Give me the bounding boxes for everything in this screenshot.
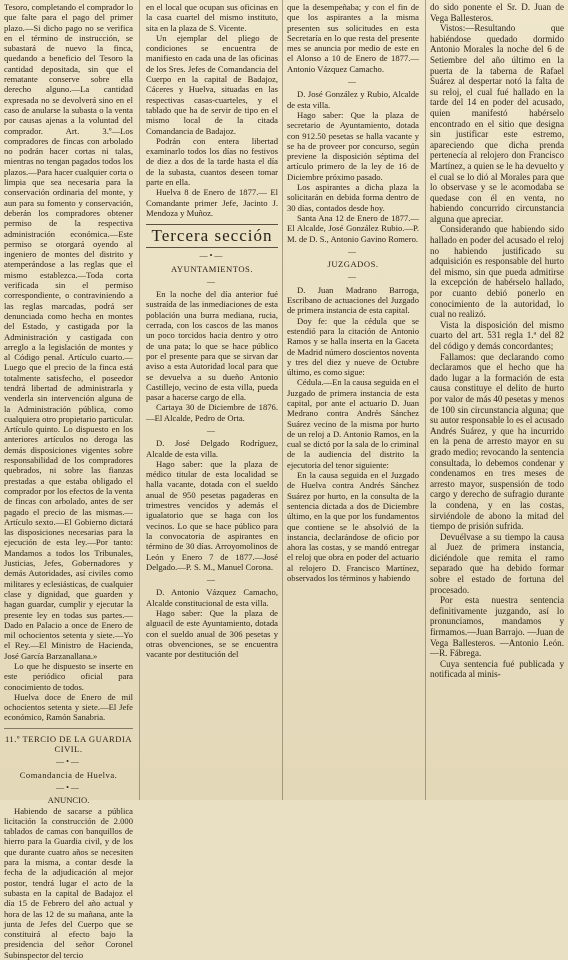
notice-heading: D. José Delgado Rodríguez, Alcalde de esta villa. [146,438,278,459]
paragraph: que la desempeñaba; y con el fin de que los aspirantes a la misma presenten sus solicitudes en esta Secretaría en lo que resta del presente mes se anuncia por medio de este en el Alonso a 10 de Enero de 1877.—Antonio Vázquez Camacho. [287,2,419,74]
column-3 [287,2,419,800]
signature: Santa Ana 12 de Enero de 1877.—El Alcalde, José González Rubio.—P. M. de D. S., Antonio Gavino Romero. [287,212,419,244]
paragraph: do sido ponente el Sr. D. Juan de Vega Ballesteros. [430,2,564,23]
notice-heading: D. José González y Rubio, Alcalde de esta villa. [287,89,419,110]
column-rule [282,0,283,800]
paragraph: Un ejemplar del pliego de condiciones se encuentra de manifiesto en cada una de las oficinas de los Sres. Jefes de Comandancia del Cuerpo en la capital de Badajoz, Cáceres y Huelva, situadas en las respectivas casas-cuarteles, y el tablado que ha de servir de tipo en el mismo local de la citada Comandancia de Badajoz. [146,32,278,136]
column-4 [430,2,564,800]
paragraph: Vista la disposición del mismo cuarto del art. 531 regla 1.ª del 82 del código y demás concordantes; [430,319,564,351]
paragraph: Hago saber: Que la plaza de alguacil de este Ayuntamiento, dotada con el sueldo anual de 306 pesetas y otras obvenciones, se se encuentra vacante por destitución del [146,608,278,660]
ornament-divider: — [207,425,217,435]
signature: Huelva 8 de Enero de 1877.— El Comandante primer Jefe, Jacinto J. Mendoza y Muñoz. [146,187,278,218]
section-heading: JUZGADOS. [327,259,379,270]
paragraph: Lo que he dispuesto se inserte en este periódico oficial para conocimiento de todos. [4,661,133,692]
ornament-divider: — [348,246,358,256]
paragraph: Doy fe: que la cédula que se estendió para la citación de Antonio Ramos y se halla inserta en la Gaceta de Madrid número doscientos noventa y tres del diez y nueve de Octubre último, es como sigue: [287,315,419,378]
ornament-divider: — [348,77,358,87]
column-2 [146,2,278,800]
divider [4,728,133,729]
paragraph: Devuélvase a su tiempo la causa al Juez de primera instancia, diciéndole que remita el ramo separado que ha debido formar sobre el estado de fortuna del procesado. [430,531,564,595]
column-rule [139,0,140,800]
paragraph: Podrán con entera libertad examinarlo todos los días no festivos de diez a dos de la tarde hasta el día de la subasta, cuantos deseen tomar parte en ella. [146,135,278,188]
paragraph: Considerando que habiendo sido hallado en poder del acusado el reloj no habiendo justificado su adquisición es responsable del hurto del mismo, sin que pueda admitirse la excepción de habérselo hallado, por cuanto debió ponerlo en conocimiento de la autoridad, lo cual no realizó. [430,224,564,320]
ornament-divider: — [348,272,358,282]
paragraph: Por esta nuestra sentencia definitivamente juzgando, así lo pronunciamos, mandamos y firmamos.—Juan Barrajo. —Juan de Vega Ballesteros. —Antonio León.—R. Fábrega. [430,595,564,659]
column-1 [4,2,133,960]
announcement-text: Habiendo de sacarse a pública licitación la construcción de 2.000 tablados de camas con banquillos de hierro para la Guardia civil, y de los que durante cuatro años se necesiten para la misma, a contar desde la fecha de la adjudicación al mejor postor, tendrá lugar el acto de la subasta en la capital de Badajoz el día 15 de Febrero del año actual y hora de las 12 de su mañana, ante la junta de Jefes del Cuerpo que se constituirá al efecto bajo la presidencia del señor Coronel Subinspector del tercio [4,805,133,960]
law-text: Tesoro, completando el comprador lo que falte para el pago del primer plazo.—Si dicho pago no se verifica en el término de instrucción, se subastará de nuevo la finca, quedando a beneficio del Tesoro la cantidad depositada, sin que el rematante conserve sobre ella derecho alguno.—La cantidad expresada no se devolverá sino en el caso de anularse la subasta o la venta por causas ajenas a la voluntad del comprador. Art. 3.º—Los compradores de fincas con arbolado no podrán hacer cortas ni talas, mientras no tengan pagados todos los plazos.—Para hacer cualquier corta o limpia que sea necesaria para la conservación ordinaria del monte, y aun para su fomento y conservación, deberán los compradores obtener permiso de la respectiva administración económica.—Este permiso se otorgará oyendo al ingeniero de montes del distrito y atemperándose a las reglas que el mismo establezca.—Toda corta verificada sin el permiso correspondiente, o contraviniendo a las reglas marcadas, podrá ser denunciada como hecha en montes del Estado, y castigada por la Administración y castigada con arreglo a la legislación de montes y al Código penal. Artículo cuarto.—Luego que el precio de la finca está totalmente satisfecho, el poseedor tendrá libertad de administrarla y venderla sin intervención alguna de la Administración pública, como cualquiera otro propietario particular. Artículo quinto. Lo dispuesto en los anteriores artículos no deroga las demás disposiciones vigentes sobre responsabilidad de los compradores quebrados, ni sobre las fianzas prestadas a que estaba obligado el comprador por los efectos de la venta de fincas con arbolado, antes de ser pagado el precio de las mismas.—Artículo sexto.—El Gobierno dictará las disposiciones necesarias para la ejecución de esta ley.—Por tanto: Mandamos a todos los Tribunales, Justicias, Jefes, Gobernadores y demás Autoridades, así civiles como militares y eclesiásticas, de cualquier clase y dignidad, que guarden y hagan guardar, cumplir y ejecutar la presente ley en todas sus partes.—Dado en Palacio a once de Enero de mil ochocientos setenta y siete.—Yo el Rey.—El Ministro de Hacienda, José García Barzanallana.» [4,2,133,661]
ornament-divider: —•— [199,251,225,261]
paragraph: Huelva doce de Enero de mil ochocientos setenta y siete.—El Jefe económico, Ramón Sanabria. [4,691,133,723]
paragraph: Hago saber: que la plaza de médico titular de esta localidad se halla vacante, dotada con el sueldo anual de 950 pesetas pagaderas en trimestres vencidos y además el igualatorio que se haga con los vecinos. Lo que se hace público para la convocatoria de aspirantes en término de 30 días. Arroyomolinos de León y Enero 7 de 1877.—José Delgado.—P. S. M., Manuel Corona. [146,458,278,572]
paragraph: En la noche del día anterior fué sustraída de las inmediaciones de esta población una burra mediana, rucia, cerrada, con los cascos de las manos un poco torcidos hacia dentro y otro de una pata; lo que se hace público por el presente para que se sirvan dar aviso a esta Autoridad local para que se devuelva a su dueño Antonio Castillejo, vecino de esta villa, pueda pasar a hacerse cargo de ella. [146,289,278,403]
subheading: Comandancia de Huelva. [19,769,118,780]
paragraph: En la causa seguida en el Juzgado de Huelva contra Andrés Sánchez Suárez por hurto, en la consulta de la sentencia dictada a dos de Diciembre último, en la que por los fundamentos que contiene se le absolvió de la instancia, declarándose de oficio por ahora las costas, y se mandó entregar el reloj que obra en poder del actuario al relojero D. Francisco Martínez, observados los términos y habiendo [287,470,419,584]
section-heading: 11.º TERCIO DE LA GUARDIA CIVIL. [4,733,133,755]
ornament-divider: —•— [56,757,81,767]
paragraph: Cuya sentencia fué publicada y notificada al minis- [430,658,564,680]
paragraph: Cédula.—En la causa seguida en el Juzgado de primera instancia de esta capital, por ante el actuario D. Juan Medrano contra Andrés Sánchez Suárez vecino de la misma por hurto de un reloj a D. Antonio Ramos, en la cual se dictó por la sala de lo criminal de la audiencia del distrito la ejecutoria del tenor siguiente: [287,377,419,470]
notice-heading: D. Juan Madrano Barroga, Escribano de actuaciones del Juzgado de primera instancia de esta capital. [287,284,419,316]
paragraph: Hago saber: Que la plaza de secretario de Ayuntamiento, dotada con 912.50 pesetas se halla vacante y se ha de proveer por concurso, según previene la disposición séptima del artículo primero de la ley de 16 de Diciembre próximo pasado. [287,109,419,182]
ornament-divider: —•— [56,782,81,792]
ornament-divider: — [207,575,217,585]
section-heading: AYUNTAMIENTOS. [171,263,253,274]
column-rule [425,0,426,800]
signature: Cartaya 30 de Diciembre de 1876.—El Alcalde, Pedro de Orta. [146,402,278,423]
notice-heading: D. Antonio Vázquez Camacho, Alcalde constitucional de esta villa. [146,587,278,608]
ornament-divider: — [207,276,217,286]
paragraph: Vistos:—Resultando que habiéndose quedado dormido Antonio Morales la noche del 6 de Setiembre del año último en la puerta de la taberna de Rafael Suárez al despertar notó la falta de su reloj, el cual fué hallado en la tarde del 14 en poder del acusado, quien manifestó habérselo encontrado en el sitio que designa sin justificar este estremo, apareciendo que dicha prenda pertenecía al relojero don Francisco Martínez, a quien se le ha devuelto y el cual se lo dió al Morales para que lo observase y se le acomodaba se quedase con él en venta, no habiendo concurrido circunstancia alguna que apreciar. [430,23,564,224]
section-title: Tercera sección [146,224,278,248]
paragraph: Fallamos: que declarando como declaramos que el hecho que ha dado lugar a la formación de esta causa constituye el delito de hurto por valor de más 40 pesetas y menos de 100 sin circunstancia alguna; que su autor responsable lo es el acusado Andrés Suárez, y que ha incurrido en la pena de arresto mayor en su grado medio; revocando la sentencia consultada, lo debemos condenar y condenamos en tres meses de arresto mayor, suspensión de todo cargo y derecho de sufragio durante la condena, y en las costas, sirviéndole de abono la mitad del tiempo de prisión sufrida. [430,351,564,532]
paragraph: Los aspirantes a dicha plaza la solicitarán en debida forma dentro de 30 días, contados desde hoy. [287,182,419,213]
paragraph: en el local que ocupan sus oficinas en la casa cuartel del mismo instituto, sita en la plaza de S. Vicente. [146,2,278,33]
announcement-title: ANUNCIO. [47,795,90,806]
